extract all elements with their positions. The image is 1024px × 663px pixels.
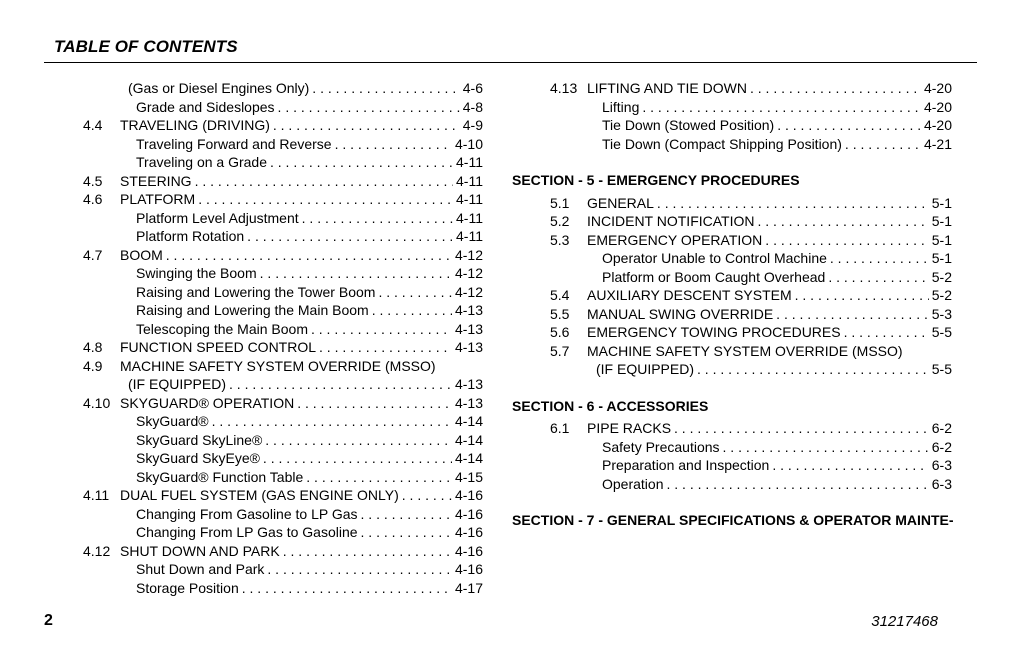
- toc-entry[interactable]: [512, 98, 952, 117]
- toc-entry[interactable]: [512, 249, 952, 268]
- dot-leader: [361, 523, 452, 542]
- dot-leader: [795, 286, 929, 305]
- toc-entry-page: 4-16: [454, 524, 483, 540]
- dot-leader: [273, 116, 460, 135]
- toc-entry-number: 4.4: [83, 117, 103, 133]
- toc-entry-page: 6-3: [931, 457, 952, 473]
- dot-leader: [306, 468, 452, 487]
- toc-entry[interactable]: [83, 338, 483, 357]
- toc-entry-title: SkyGuard SkyEye®: [136, 450, 260, 466]
- dot-leader: [195, 172, 453, 191]
- toc-entry[interactable]: [83, 542, 483, 561]
- toc-entry[interactable]: [83, 394, 483, 413]
- toc-entry-number: 4.6: [83, 191, 103, 207]
- toc-entry[interactable]: [83, 98, 483, 117]
- toc-entry-page: 4-8: [462, 98, 483, 115]
- toc-entry[interactable]: [83, 153, 483, 172]
- toc-entry-title: AUXILIARY DESCENT SYSTEM: [587, 287, 792, 303]
- toc-entry-number: 4.12: [83, 542, 111, 559]
- toc-entry-title: Grade and Sideslopes: [136, 98, 275, 115]
- toc-entry-title: Lifting: [602, 98, 640, 115]
- toc-entry-title: (IF EQUIPPED): [596, 361, 695, 377]
- toc-entry-number: 5.6: [550, 324, 570, 340]
- toc-entry-number: 5.5: [550, 305, 570, 322]
- toc-entry-title: Tie Down (Compact Shipping Position): [602, 135, 842, 152]
- toc-entry[interactable]: [512, 212, 952, 231]
- toc-entry-number: 4.11: [83, 487, 110, 503]
- dot-leader: [765, 231, 928, 250]
- dot-leader: [361, 505, 452, 524]
- dot-leader: [657, 194, 929, 213]
- toc-entry-title: Swinging the Boom: [136, 265, 257, 281]
- toc-entry-title: STEERING: [120, 172, 192, 189]
- dot-leader: [372, 301, 452, 320]
- toc-entry-page: 4-16: [454, 542, 483, 559]
- dot-leader: [212, 412, 452, 431]
- toc-entry[interactable]: [512, 79, 952, 98]
- toc-entry[interactable]: [512, 456, 952, 475]
- toc-entry[interactable]: [83, 246, 483, 265]
- toc-entry-title: PLATFORM: [120, 191, 196, 207]
- toc-entry-page: 6-2: [931, 438, 952, 455]
- toc-entry-title: Platform Rotation: [136, 228, 245, 244]
- footer-page-number: 2: [44, 612, 53, 629]
- toc-entry-title: INCIDENT NOTIFICATION: [587, 213, 755, 229]
- toc-entry-title: Raising and Lowering the Main Boom: [136, 302, 369, 318]
- toc-entry-title: BOOM: [120, 246, 163, 263]
- toc-entry-title: SkyGuard®: [136, 413, 209, 429]
- dot-leader: [844, 323, 929, 342]
- toc-entry[interactable]: [83, 449, 483, 468]
- dot-leader: [777, 116, 921, 135]
- dot-leader: [772, 456, 928, 475]
- toc-entry[interactable]: [83, 283, 483, 302]
- dot-leader: [265, 431, 452, 450]
- dot-leader: [242, 579, 452, 598]
- section-5-heading[interactable]: SECTION - 5 - EMERGENCY PROCEDURES: [512, 172, 800, 188]
- toc-entry-title: (IF EQUIPPED): [128, 376, 227, 392]
- toc-entry[interactable]: [512, 116, 952, 135]
- toc-entry-page: 5-5: [931, 361, 952, 377]
- toc-entry-number: 4.8: [83, 339, 103, 355]
- toc-entry[interactable]: [83, 468, 483, 487]
- toc-entry[interactable]: [512, 438, 952, 457]
- toc-entry-page: 4-14: [454, 431, 483, 448]
- toc-entry-title: LIFTING AND TIE DOWN: [587, 80, 747, 96]
- toc-entry[interactable]: [83, 116, 483, 135]
- dot-leader: [267, 560, 452, 579]
- toc-entry-page: 4-13: [454, 320, 483, 337]
- toc-entry[interactable]: [83, 412, 483, 431]
- toc-entry-title: Raising and Lowering the Tower Boom: [136, 283, 376, 300]
- dot-leader: [229, 375, 452, 394]
- toc-entry-title: SkyGuard SkyLine®: [136, 431, 263, 448]
- toc-entry-page: 5-2: [931, 268, 952, 285]
- toc-entry-page: 4-21: [923, 135, 952, 152]
- toc-entry[interactable]: [83, 172, 483, 191]
- toc-entry[interactable]: [83, 135, 483, 154]
- dot-leader: [378, 283, 452, 302]
- dot-leader: [297, 394, 452, 413]
- dot-leader: [757, 212, 928, 231]
- toc-entry-number: 5.3: [550, 231, 570, 248]
- toc-entry-page: 4-13: [454, 339, 483, 355]
- toc-left-column: [83, 79, 483, 597]
- toc-entry[interactable]: [83, 357, 483, 376]
- toc-entry-title: MANUAL SWING OVERRIDE: [587, 305, 774, 322]
- footer-document-number: 31217468: [871, 613, 938, 630]
- dot-leader: [723, 438, 929, 457]
- dot-leader: [674, 419, 929, 438]
- toc-entry[interactable]: [512, 135, 952, 154]
- toc-right-column: [512, 79, 952, 530]
- toc-entry-page: 4-20: [923, 80, 952, 96]
- toc-entry[interactable]: [512, 305, 952, 324]
- toc-entry[interactable]: [83, 505, 483, 524]
- toc-entry[interactable]: [83, 190, 483, 209]
- toc-entry[interactable]: [83, 375, 483, 394]
- toc-entry-page: 4-12: [454, 283, 483, 300]
- toc-entry-title: EMERGENCY TOWING PROCEDURES: [587, 324, 841, 340]
- toc-entry-number: 5.4: [550, 287, 570, 303]
- dot-leader: [270, 153, 453, 172]
- dot-leader: [198, 190, 453, 209]
- toc-entry-page: 4-12: [454, 246, 483, 263]
- toc-entry-page: 4-13: [454, 376, 483, 392]
- toc-entry-title: PIPE RACKS: [587, 420, 672, 436]
- toc-entry[interactable]: [83, 301, 483, 320]
- toc-entry[interactable]: [512, 268, 952, 287]
- toc-entry-page: 5-1: [931, 194, 952, 211]
- toc-entry-page: 4-11: [456, 154, 483, 170]
- toc-entry-number: 4.7: [83, 246, 103, 263]
- toc-entry-title: Changing From Gasoline to LP Gas: [136, 505, 358, 522]
- toc-entry-title: Platform or Boom Caught Overhead: [602, 268, 826, 285]
- toc-entry-page: 4-20: [923, 98, 952, 115]
- dot-leader: [278, 98, 460, 117]
- toc-entry-title: DUAL FUEL SYSTEM (GAS ENGINE ONLY): [120, 487, 399, 503]
- dot-leader: [311, 320, 452, 339]
- toc-entry-number: 4.9: [83, 357, 103, 374]
- dot-leader: [319, 338, 452, 357]
- dot-leader: [335, 135, 452, 154]
- dot-leader: [666, 475, 928, 494]
- toc-entry-page: 4-20: [923, 117, 952, 133]
- toc-entry-title: Traveling on a Grade: [136, 154, 267, 170]
- toc-entry-page: 5-5: [931, 324, 952, 340]
- toc-entry[interactable]: [83, 320, 483, 339]
- dot-leader: [776, 305, 929, 324]
- dot-leader: [260, 264, 452, 283]
- dot-leader: [750, 79, 921, 98]
- toc-entry-title: Operation: [602, 475, 664, 492]
- toc-entry-title: Tie Down (Stowed Position): [602, 117, 775, 133]
- toc-entry-page: 4-14: [454, 450, 483, 466]
- toc-entry-number: 4.10: [83, 394, 111, 411]
- toc-entry-title: Storage Position: [136, 579, 239, 596]
- dot-leader: [247, 227, 453, 246]
- dot-leader: [302, 209, 453, 228]
- dot-leader: [166, 246, 452, 265]
- toc-entry[interactable]: [512, 475, 952, 494]
- toc-entry-page: 4-11: [456, 228, 483, 244]
- toc-entry[interactable]: [83, 264, 483, 283]
- toc-entry-page: 5-1: [931, 213, 952, 229]
- toc-entry-title: Preparation and Inspection: [602, 457, 770, 473]
- toc-entry-page: 4-15: [454, 468, 483, 485]
- toc-entry-page: 4-16: [454, 505, 483, 522]
- toc-entry-number: 5.7: [550, 342, 570, 359]
- toc-entry-page: 4-13: [454, 394, 483, 411]
- section-7-heading[interactable]: SECTION - 7 - GENERAL SPECIFICATIONS & OPERATOR MAINTE-: [512, 512, 954, 528]
- toc-entry[interactable]: [83, 486, 483, 505]
- toc-entry-title: MACHINE SAFETY SYSTEM OVERRIDE (MSSO): [587, 342, 903, 359]
- toc-entry-title: SkyGuard® Function Table: [136, 468, 304, 485]
- toc-entry-number: 5.2: [550, 213, 570, 229]
- toc-entry[interactable]: [83, 579, 483, 598]
- toc-entry-page: 4-9: [462, 117, 483, 133]
- toc-entry[interactable]: [83, 227, 483, 246]
- toc-entry-title: Shut Down and Park: [136, 561, 265, 577]
- toc-entry-title: SKYGUARD® OPERATION: [120, 394, 295, 411]
- dot-leader: [845, 135, 921, 154]
- toc-entry-title: (Gas or Diesel Engines Only): [128, 80, 310, 96]
- toc-entry-number: 6.1: [550, 420, 570, 436]
- toc-entry-page: 4-11: [456, 209, 483, 226]
- toc-entry-title: EMERGENCY OPERATION: [587, 231, 763, 248]
- toc-entry-title: FUNCTION SPEED CONTROL: [120, 339, 317, 355]
- dot-leader: [283, 542, 452, 561]
- toc-entry-page: 4-14: [454, 413, 483, 429]
- toc-entry[interactable]: [512, 194, 952, 213]
- toc-entry-title: TRAVELING (DRIVING): [120, 117, 270, 133]
- toc-entry-page: 6-3: [931, 475, 952, 492]
- toc-entry-title: GENERAL: [587, 194, 654, 211]
- toc-entry[interactable]: [512, 231, 952, 250]
- toc-entry-title: SHUT DOWN AND PARK: [120, 542, 280, 559]
- toc-entry-page: 6-2: [931, 420, 952, 436]
- toc-entry-page: 4-16: [454, 561, 483, 577]
- toc-entry-page: 5-2: [931, 287, 952, 303]
- dot-leader: [642, 98, 921, 117]
- toc-entry-page: 5-1: [931, 231, 952, 248]
- toc-entry[interactable]: [512, 323, 952, 342]
- toc-entry[interactable]: [512, 342, 952, 361]
- toc-entry-page: 4-10: [454, 135, 483, 152]
- toc-entry-title: Safety Precautions: [602, 438, 720, 455]
- toc-entry[interactable]: [512, 419, 952, 438]
- toc-entry[interactable]: [83, 209, 483, 228]
- toc-entry-page: 5-1: [931, 250, 952, 266]
- toc-entry-page: 5-3: [931, 305, 952, 322]
- dot-leader: [312, 79, 459, 98]
- toc-entry[interactable]: [83, 79, 483, 98]
- toc-entry[interactable]: [83, 523, 483, 542]
- toc-entry-number: 5.1: [550, 194, 570, 211]
- toc-entry-number: 4.5: [83, 172, 103, 189]
- toc-entry-page: 4-11: [456, 191, 483, 207]
- section-6-heading[interactable]: SECTION - 6 - ACCESSORIES: [512, 397, 709, 414]
- toc-entry-title: Operator Unable to Control Machine: [602, 250, 827, 266]
- dot-leader: [263, 449, 452, 468]
- dot-leader: [402, 486, 452, 505]
- header-rule: [44, 62, 977, 63]
- toc-entry-page: 4-6: [462, 80, 483, 96]
- toc-entry-title: MACHINE SAFETY SYSTEM OVERRIDE (MSSO): [120, 357, 436, 374]
- dot-leader: [697, 360, 929, 379]
- toc-entry[interactable]: [83, 431, 483, 450]
- toc-entry-page: 4-12: [454, 265, 483, 281]
- toc-entry-page: 4-16: [454, 487, 483, 503]
- toc-entry-title: Platform Level Adjustment: [136, 209, 299, 226]
- toc-entry-title: Traveling Forward and Reverse: [136, 135, 332, 152]
- toc-entry-title: Telescoping the Main Boom: [136, 320, 308, 337]
- dot-leader: [830, 249, 929, 268]
- toc-entry-page: 4-13: [454, 302, 483, 318]
- toc-entry-page: 4-11: [456, 172, 483, 189]
- toc-entry[interactable]: [83, 560, 483, 579]
- page-title: TABLE OF CONTENTS: [54, 37, 238, 56]
- toc-entry[interactable]: [512, 286, 952, 305]
- toc-entry-page: 4-17: [454, 579, 483, 596]
- toc-entry-title: Changing From LP Gas to Gasoline: [136, 524, 358, 540]
- toc-entry-number: 4.13: [550, 80, 578, 96]
- dot-leader: [828, 268, 928, 287]
- toc-entry[interactable]: [512, 360, 952, 379]
